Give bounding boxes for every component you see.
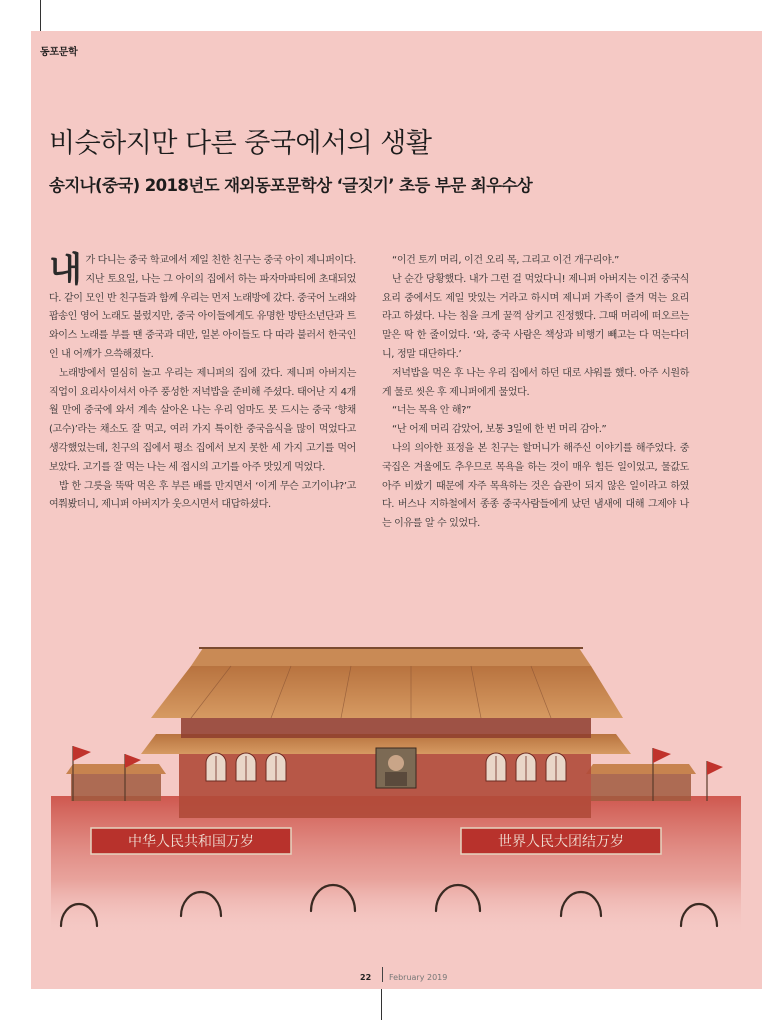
paragraph: 난 순간 당황했다. 내가 그런 걸 먹었다니! 제니퍼 아버지는 이건 중국식 요리 중에서도 제일 맛있는 거라고 하시며 제니퍼 가족이 즐겨 먹는 요리라고 하셨다. 나는 침을 크게 꿀꺽 삼키고 진정했다. 그때 머리에 떠오르는 말은 딱 한 줄이었다. ‘와, 중국 사람은 책상과 비행기 빼고는 다 먹는다더니, 정말 대단하다.’ [382,273,689,360]
banner-left-text: 中华人民共和国万岁 [128,834,254,850]
drop-cap: 내 [49,250,82,290]
text-column-left [49,252,356,515]
tiananmen-gate-illustration [31,596,762,936]
paragraph: 나의 의아한 표정을 본 친구는 할머니가 해주신 이야기를 해주었다. 중국집은 겨울에도 추우므로 목욕을 하는 것이 매우 힘든 일이었고, 물값도 아주 비쌌기 때문에 자주 목욕하는 것은 습관이 되지 않은 일이라고 하였다. 버스나 지하철에서 종종 중국사람들에게 났던 냄새에 대해 그제야 나는 이유를 알 수 있었다. [382,442,689,530]
paragraph: 저녁밥을 먹은 후 나는 우리 집에서 하던 대로 샤워를 했다. 아주 시원하게 물로 씻은 후 제니퍼에게 물었다. [382,367,689,398]
paragraph: 내가 다니는 중국 학교에서 제일 친한 친구는 중국 아이 제니퍼이다. 지난 토요일, 나는 그 아이의 집에서 하는 파자마파티에 초대되었다. 같이 모인 반 친구들과 함께 우리는 먼저 노래방에 갔다. 중국어 노래와 팝송인 영어 노래도 불렀지만, 중국 아이들에게도 유명한 방탄소년단과 트와이스 노래를 부를 땐 중국과 대만, 일본 아이들도 다 따라 불러서 한국인인 내 어깨가 으쓱해졌다. [49,250,356,360]
banner-left [91,828,291,854]
paragraph: 밥 한 그릇을 뚝딱 먹은 후 부른 배를 만지면서 ‘이게 무슨 고기이냐?’고 여쭤봤더니, 제니퍼 아버지가 웃으시면서 대답하셨다. [49,480,356,511]
paragraph: 노래방에서 열심히 놀고 우리는 제니퍼의 집에 갔다. 제니퍼 아버지는 직업이 요리사이셔서 아주 풍성한 저녁밥을 준비해 주셨다. 태어난 지 4개월 만에 중국에 와서 계속 살아온 나는 우리 엄마도 못 드시는 중국 ‘향채(고수)’라는 채소도 잘 먹고, 여러 가지 특이한 중국음식을 많이 먹었다고 생각했었는데, 친구의 집에서 평소 집에서 보지 못한 세 가지 고기를 먹어 보았다. 고기를 잘 먹는 나는 세 접시의 고기를 아주 맛있게 먹었다. [49,367,356,473]
banner-right-text: 世界人民大团结万岁 [498,834,624,850]
text-column-right [382,252,689,534]
side-pavilion-right [586,764,696,801]
paragraph: “너는 목욕 안 해?” [392,405,471,417]
side-pavilion-left [66,764,166,801]
crop-mark-top [40,0,41,31]
paragraph: “이건 토끼 머리, 이건 오리 목, 그리고 이건 개구리야.” [392,255,619,266]
banner-right [461,828,661,854]
magazine-page [31,31,762,989]
article-title: 비슷하지만 다른 중국에서의 생활 [49,128,432,159]
page-number: 22 [360,973,372,982]
article-subtitle: 송지나(중국) 2018년도 재외동포문학상 ‘글짓기’ 초등 부문 최우수상 [49,176,533,195]
footer-divider [382,967,383,982]
crop-mark-bottom [381,989,382,1020]
section-label: 동포문학 [40,47,78,58]
paragraph: “난 어제 머리 감았어, 보통 3일에 한 번 머리 감아.” [392,424,607,436]
issue-date: February 2019 [389,973,448,982]
flag-far-right [707,761,723,801]
